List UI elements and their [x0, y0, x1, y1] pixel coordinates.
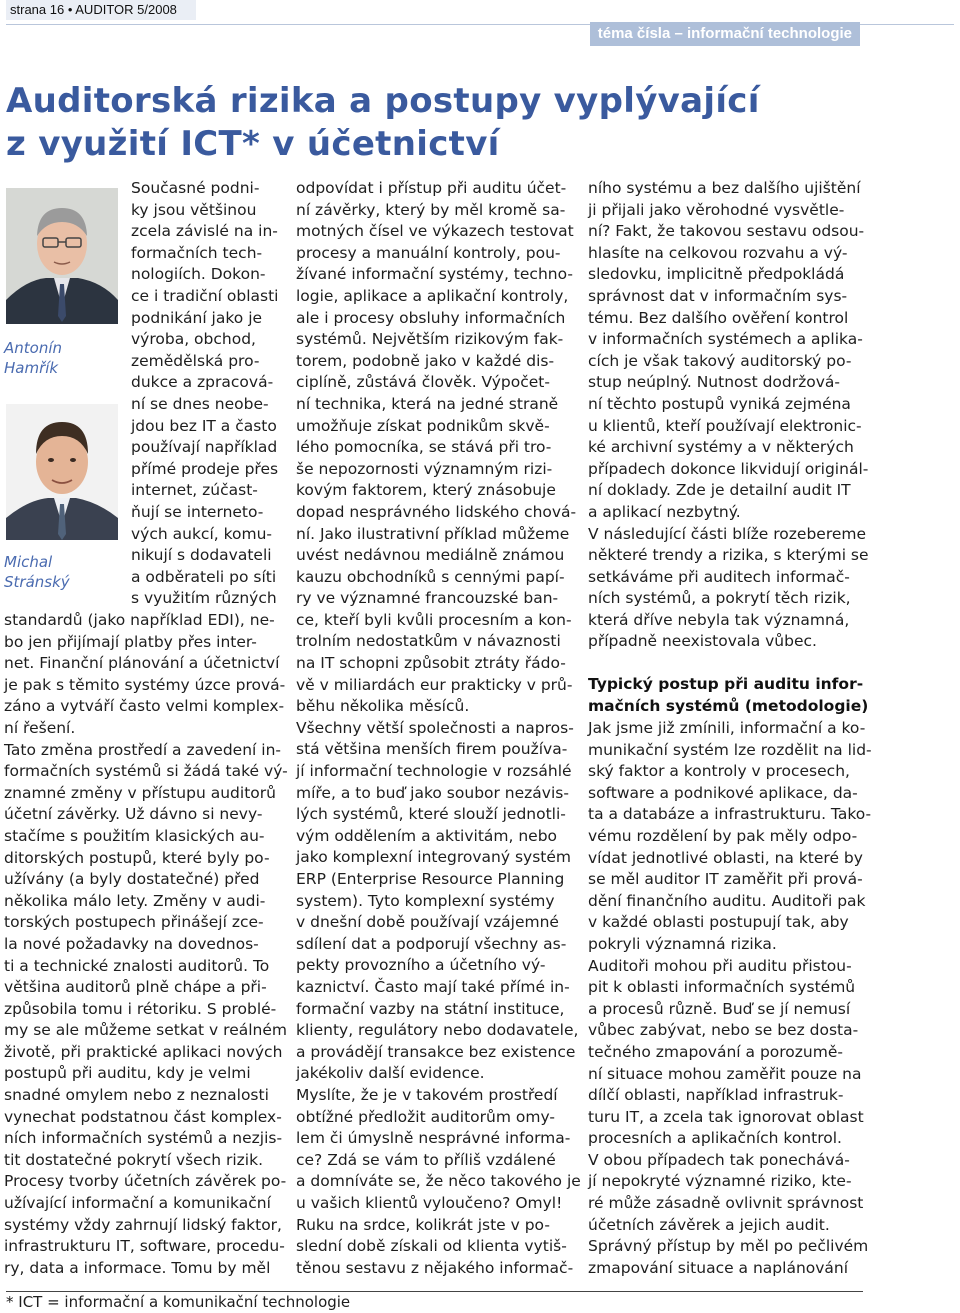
author-name: Michal Stránský — [4, 553, 70, 591]
page-header: strana 16 • AUDITOR 5/2008 — [6, 0, 196, 20]
title-line-1: Auditorská rizika a postupy vyplývající — [6, 81, 760, 121]
column-3-text: ního systému a bez dalšího ujištění ji přijali jako věrohodné vysvětle- ní? Fakt, že takovou sestavu odsou- hlasíte na celkovou rozvahu a vý- sledovku, implicitně předpokládá správnost dat v informačním sys- tému. Bez dalšího ověření kontrol v informačních systémech a aplika- cích je však takový auditorský po- stup neúplný. Nutnost dodržová- ní těchto postupů vyniká zejména u klientů, kteří používají elektronic- ké archivní systémy a v některých případech dokonce likvidují originál- ní doklady. Zde je detailní audit IT a aplikací nezbytný. V následující části blíže rozebereme některé trendy a rizika, s kterými se setkáváme při auditech informač- ních systémů, a pokrytí těch rizik, která dříve nebyla tak významná, případně neexistovala vůbec. — [588, 179, 869, 651]
column-2-text: odpovídat i přístup při auditu účet- ní závěrky, který by měl kromě sa- motných čísel ve výkazech testovat procesy a manuální kontroly, pou- žívané informační systémy, techno- logie, aplikace a aplikační kontroly, ale i procesy obsluhy informačních systémů. Největším rizikovým fak- torem, podobně jako v každé dis- ciplíně, zůstává člověk. Výpočet- ní technika, která na jedné straně umožňuje získat podnikům skvě- lého pomocníka, se stává při tro- še nepozornosti významným rizi- kovým faktorem, který znásobuje dopad nesprávného lidského chová- ní. Jako ilustrativní příklad můžeme uvést nedávnou mediálně známou kauzu obchodníků s cennými papí- ry ve významné francouzské ban- ce, kteří byli kvůli procesním a kon- trolním nedostatkům v návaznosti na IT schopni způsobit ztráty řádo- vě v miliardách eur prakticky v prů- běhu několika měsíců. Všechny větší společnosti a napros- stá většina menších firem používa- jí informační technologie v rozsáhlé míře, a to buď jako soubor nezávis- lých systémů, které slouží jednotli- vým oddělením a aktivitám, nebo jako komplexní integrovaný systém ERP (Enterprise Resource Planning system). Tyto komplexní systémy v dnešní době používají vzájemné sdílení dat a podporují všechny as- pekty provozního a účetního vý- kaznictví. Často mají také přímé in- formační vazby na státní instituce, klienty, regulátory nebo dodavatele, a provádějí transakce bez existence jakékoliv další evidence. Myslíte, že je v takovém prostředí obtížné předložit auditorům omy- lem či úmyslně nesprávné informa- ce? Zdá se vám to příliš vzdálené a domníváte se, že něco takového je u vašich klientů vyloučeno? Omyl! Ruku na srdce, kolikrát jste v po- slední době získali od klienta vytiš- těnou sestavu z nějakého informač- — [296, 179, 581, 1277]
column-3-text-continued: Jak jsme již zmínili, informační a ko- munikační systém lze rozdělit na lid- ský faktor a kontroly v procesech, software a podnikové aplikace, da- ta a databáze a infrastrukturu. Tako- vému rozdělení by pak měly odpo- vídat jednotlivé oblasti, na které by se měl auditor IT zaměřit při prová- dění finančního auditu. Auditoři pak v každé oblasti postupují tak, aby pokryli významná rizika. Auditoři mohou při auditu přistou- pit k oblasti informačních systémů a procesů různě. Buď se jí nemusí vůbec zabývat, nebo se bez dosta- tečného zmapování a porozumě- ní situace mohou zaměřit pouze na dílčí oblasti, například infrastruk- turu IT, a zcela tak ignorovat oblast procesních a aplikačních kontrol. V obou případech tak ponechává- jí nepokryté významné riziko, kte- ré může zásadně ovlivnit správnost účetních závěrek a jejich audit. Správný přístup by měl po pečlivém zmapování situace a naplánování — [588, 719, 872, 1277]
section-tag: téma čísla – informační technologie — [590, 22, 860, 46]
column-1-wrap-text: Současné podni- ky jsou většinou zcela závislé na in- formačních tech- nologiích. Dokon- ce i tradiční oblasti podnikání jako je výroba, obchod, zemědělská pro- dukce a zpracová- ní se dnes neobe- jdou bez IT a často používají například přímé prodeje přes internet, zúčast- ňují se interneto- vých aukcí, komu- nikují s dodavateli a odběrateli po síti s využitím různých — [131, 179, 279, 608]
author-photo — [6, 404, 118, 540]
author-photo — [6, 188, 118, 324]
footnote: * ICT = informační a komunikační technologie — [6, 1293, 351, 1311]
author-name: Antonín Hamřík — [4, 339, 63, 377]
title-line-2: z využití ICT* v účetnictví — [6, 124, 500, 164]
column-1-text: standardů (jako například EDI), ne- bo jen přijímají platby přes inter- net. Finanční plánování a účetnictví je pak s těmito systémy úzce prová- záno a vytváří často velmi komplex- ní řešení. Tato změna prostředí a zavedení in- formačních systémů si žádá také vý- znamné změny v přístupu auditorů účetní závěrky. Už dávno si nevy- stačíme s použitím klasických au- ditorských postupů, které byly po- užívány (a byly dostatečné) před několika málo lety. Změny v audi- torských postupech přinášejí zce- la nové požadavky na dovednos- ti a technické znalosti auditorů. To většina auditorů plně chápe a při- způsobila tomu i rétoriku. S problé- my se ale můžeme setkat v reálném životě, při praktické aplikaci nových postupů při auditu, kdy je velmi snadné omylem nebo z neznalosti vynechat podstatnou část komplex- ních informačních systémů a nezjis- tit dostatečné pokrytí všech rizik. Procesy tvorby účetních závěrek po- užívající informační a komunikační systémy vždy zahrnují lidský faktor, infrastrukturu IT, software, procedu- ry, data a informace. Tomu by měl — [4, 611, 288, 1277]
section-heading: Typický postup při auditu infor- mačních systémů (metodologie) — [588, 675, 869, 715]
article-title — [6, 80, 906, 166]
